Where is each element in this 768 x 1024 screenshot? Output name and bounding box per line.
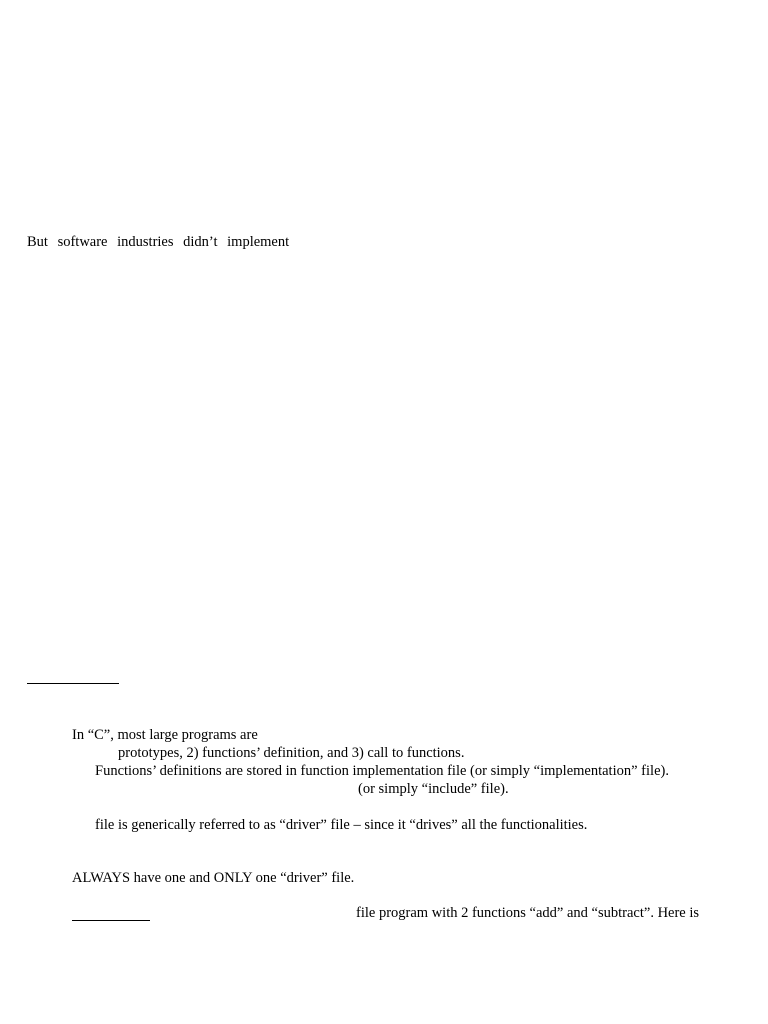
- body-text-fragment: But software industries didn’t implement: [27, 234, 290, 250]
- paragraph-line-3: Functions’ definitions are stored in function implementation file (or simply “implementation” file).: [95, 763, 669, 779]
- paragraph-line-1: In “C”, most large programs are: [72, 727, 258, 743]
- paragraph-line-6: ALWAYS have one and ONLY one “driver” file.: [72, 870, 355, 886]
- paragraph-line-7: file program with 2 functions “add” and “subtract”. Here is: [356, 905, 700, 921]
- paragraph-line-4: (or simply “include” file).: [358, 781, 509, 797]
- footnote-separator-line: [27, 683, 119, 684]
- paragraph-line-5: file is generically referred to as “driver” file – since it “drives” all the functionalities.: [95, 817, 588, 833]
- blank-underline: [72, 920, 150, 921]
- paragraph-line-2: prototypes, 2) functions’ definition, and 3) call to functions.: [118, 745, 465, 761]
